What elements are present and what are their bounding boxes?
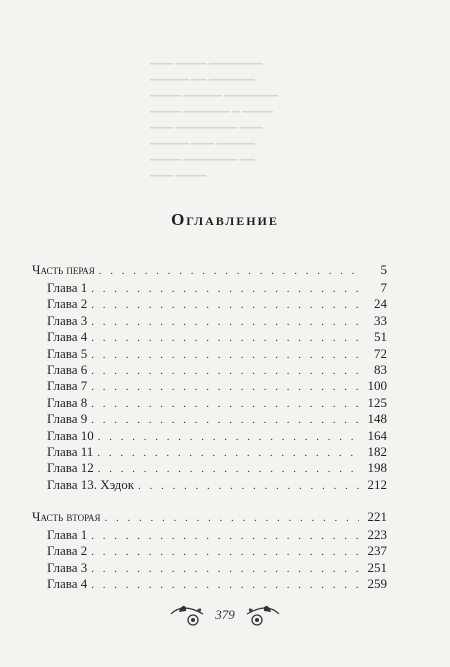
chapter-page-number: 164 — [367, 427, 387, 443]
toc-chapter-row[interactable] — [32, 411, 387, 427]
toc-part-row[interactable] — [32, 262, 387, 280]
toc-chapter-row[interactable] — [32, 362, 387, 378]
toc-chapter-row[interactable] — [32, 527, 387, 543]
toc-part-1 — [32, 262, 387, 493]
dot-leader — [97, 445, 359, 461]
dot-leader — [91, 544, 359, 560]
dot-leader — [91, 577, 359, 593]
toc-chapter-row[interactable] — [32, 477, 387, 493]
page-number: 379 — [215, 607, 235, 622]
dot-leader — [105, 510, 359, 526]
chapter-label: Глава 5 — [47, 345, 88, 361]
dot-leader — [91, 363, 359, 379]
page-title: Оглавление — [171, 210, 279, 229]
chapter-label: Глава 11 — [47, 443, 94, 459]
toc-chapter-row[interactable] — [32, 444, 387, 460]
chapter-label: Глава 2 — [47, 543, 88, 559]
toc-chapter-row[interactable] — [32, 280, 387, 296]
dot-leader — [91, 297, 359, 313]
chapter-page-number: 83 — [374, 361, 387, 377]
toc-chapter-row[interactable] — [32, 543, 387, 559]
toc-chapter-row[interactable] — [32, 395, 387, 411]
chapter-label: Глава 6 — [47, 361, 88, 377]
dot-leader — [138, 478, 359, 494]
dot-leader — [91, 396, 359, 412]
chapter-label: Глава 1 — [47, 280, 88, 295]
floral-ornament-icon — [169, 600, 205, 630]
dot-leader — [99, 263, 359, 279]
dot-leader — [98, 461, 359, 477]
chapter-page-number: 24 — [374, 296, 387, 312]
chapter-label: Глава 10 — [47, 427, 94, 443]
dot-leader — [91, 528, 359, 544]
page-footer — [0, 600, 450, 630]
dot-leader — [91, 347, 359, 363]
chapter-page-number: 251 — [367, 559, 387, 575]
chapter-page-number: 198 — [367, 460, 387, 476]
chapter-page-number: 33 — [374, 312, 387, 328]
toc-chapter-row[interactable] — [32, 296, 387, 312]
toc-chapter-row[interactable] — [32, 576, 387, 592]
chapter-label: Глава 9 — [47, 411, 88, 427]
toc-chapter-row[interactable] — [32, 313, 387, 329]
dot-leader — [91, 281, 359, 297]
dot-leader — [98, 429, 359, 445]
toc-chapter-row[interactable] — [32, 378, 387, 394]
toc-chapter-row[interactable] — [32, 460, 387, 476]
chapter-label: Глава 1 — [47, 527, 88, 542]
chapter-label: Глава 3 — [47, 559, 88, 575]
toc-chapter-row[interactable] — [32, 329, 387, 345]
chapter-label: Глава 7 — [47, 378, 88, 394]
chapter-label: Глава 8 — [47, 394, 88, 410]
chapter-label: Глава 4 — [47, 329, 88, 345]
chapter-label: Глава 3 — [47, 312, 88, 328]
floral-ornament-icon — [245, 600, 281, 630]
chapter-page-number: 51 — [374, 329, 387, 345]
part-page-number: 221 — [367, 509, 387, 524]
chapter-label: Глава 13. Хэдок — [47, 476, 135, 492]
chapter-page-number: 182 — [367, 443, 387, 459]
toc-part-row[interactable] — [32, 509, 387, 527]
chapter-page-number: 259 — [367, 576, 387, 592]
toc-part-2 — [32, 509, 387, 593]
toc-chapter-row[interactable] — [32, 560, 387, 576]
part-label: Часть вторая — [32, 509, 101, 524]
dot-leader — [91, 412, 359, 428]
chapter-page-number: 100 — [367, 378, 387, 394]
chapter-page-number: 7 — [380, 280, 387, 295]
dot-leader — [91, 379, 359, 395]
chapter-label: Глава 2 — [47, 296, 88, 312]
chapter-label: Глава 12 — [47, 460, 94, 476]
chapter-page-number: 148 — [367, 411, 387, 427]
toc-chapter-row[interactable] — [32, 346, 387, 362]
chapter-label: Глава 4 — [47, 576, 88, 592]
dot-leader — [91, 561, 359, 577]
chapter-page-number: 72 — [374, 345, 387, 361]
part-label: Часть перая — [32, 262, 95, 277]
toc-chapter-row[interactable] — [32, 428, 387, 444]
chapter-page-number: 212 — [367, 476, 387, 492]
chapter-page-number: 125 — [367, 394, 387, 410]
dot-leader — [91, 330, 359, 346]
chapter-page-number: 237 — [367, 543, 387, 559]
dot-leader — [91, 314, 359, 330]
part-page-number: 5 — [380, 262, 387, 277]
show-through-text: ▁▁▁ ▁▁▁▁ ▁▁▁▁▁▁▁ ▁▁▁▁▁ ▁▁ ▁▁▁▁▁▁ ▁▁▁▁ ▁▁▁▁▁ ▁▁▁▁▁▁▁ ▁▁▁▁ ▁▁▁▁▁▁ ▁ ▁▁▁▁ ▁▁▁ ▁▁▁▁▁▁▁▁ ▁▁▁ ▁▁▁▁▁ ▁▁▁ ▁▁▁▁▁ ▁▁▁▁ ▁▁▁▁▁▁▁ ▁▁ ▁▁▁ ▁▁▁▁ — [150, 54, 279, 177]
chapter-page-number: 223 — [367, 527, 387, 542]
